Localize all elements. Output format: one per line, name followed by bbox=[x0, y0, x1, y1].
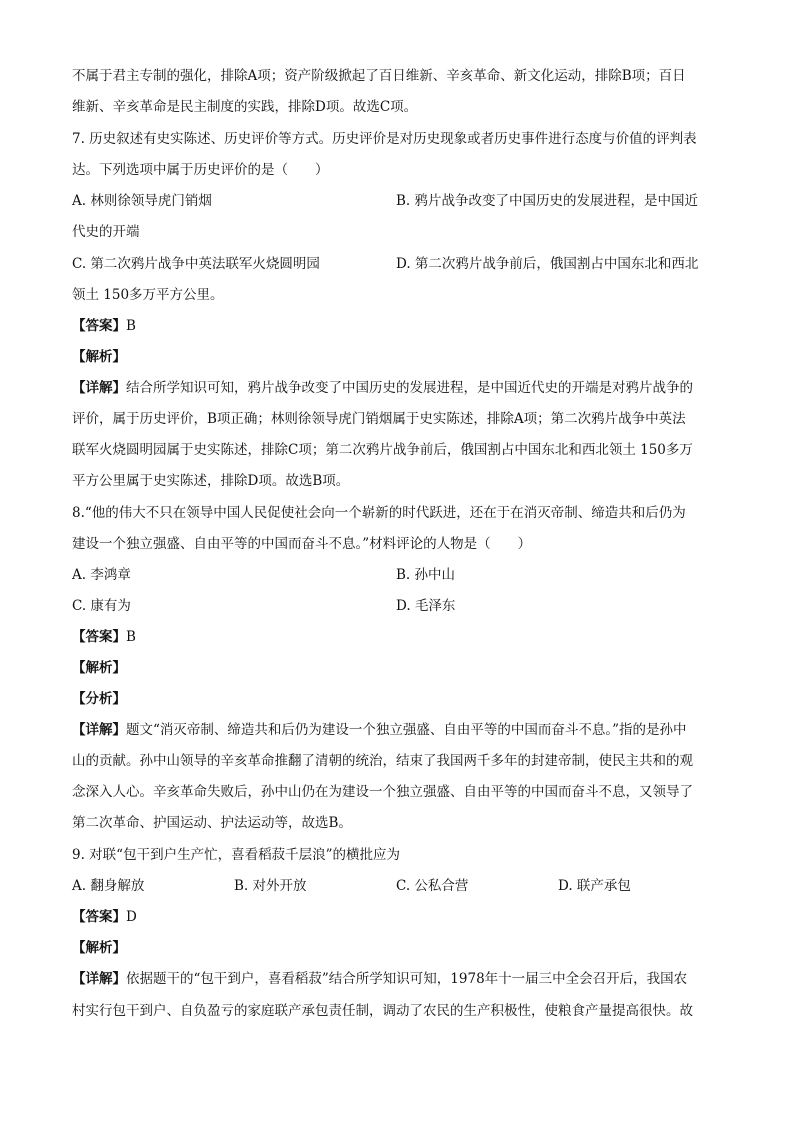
q7-option-b-cont: 代史的开端 bbox=[72, 224, 140, 240]
q9-option-d: D. 联产承包 bbox=[558, 878, 631, 894]
q8-analysis-heading: 【解析】 bbox=[72, 660, 126, 676]
question-8-stem: 8.“他的伟大不只在领导中国人民促使社会向一个崭新的时代跃进，还在于在消灭帝制、缔造共和后仍为 bbox=[72, 505, 686, 521]
q7-option-c: C. 第二次鸦片战争中英法联军火烧圆明园 bbox=[72, 256, 320, 272]
explanation-text: 题文“消灭帝制、缔造共和后仍为建设一个独立强盛、自由平等的中国而奋斗不息。”指的是孙中 bbox=[126, 722, 687, 738]
question-7-stem: 达。下列选项中属于历史评价的是（ ） bbox=[72, 162, 329, 178]
q9-option-c: C. 公私合营 bbox=[396, 878, 469, 894]
q8-analysis-sub: 【分析】 bbox=[72, 691, 126, 707]
q8-option-a: A. 李鸿章 bbox=[72, 567, 131, 583]
detail-tag: 【详解】 bbox=[72, 971, 126, 987]
q8-option-d: D. 毛泽东 bbox=[396, 598, 456, 614]
q7-answer bbox=[72, 316, 724, 336]
q7-option-d-cont: 领土 150多万平方公里。 bbox=[72, 287, 224, 303]
q9-explanation: 村实行包干到户、自负盈亏的家庭联产承包责任制，调动了农民的生产积极性，使粮食产量提高很快。故 bbox=[72, 1003, 693, 1019]
detail-tag: 【详解】 bbox=[72, 380, 126, 396]
answer-tag: 【答案】 bbox=[72, 318, 126, 334]
q7-option-a: A. 林则徐领导虎门销烟 bbox=[72, 193, 212, 209]
text-line: 维新、辛亥革命是民主制度的实践，排除D项。故选C项。 bbox=[72, 99, 418, 115]
q9-answer bbox=[72, 907, 724, 927]
answer-value: B bbox=[126, 629, 136, 645]
q7-explanation: 联军火烧圆明园属于史实陈述，排除C项；第二次鸦片战争前后，俄国割占中国东北和西北领土 150多万 bbox=[72, 442, 693, 458]
q9-option-b: B. 对外开放 bbox=[234, 878, 307, 894]
q8-answer bbox=[72, 627, 724, 647]
q7-explanation: 平方公里属于史实陈述，排除D项。故选B项。 bbox=[72, 473, 350, 489]
question-7-stem: 7. 历史叙述有史实陈述、历史评价等方式。历史评价是对历史现象或者历史事件进行态度与价值的评判表 bbox=[72, 131, 697, 147]
q9-analysis-heading: 【解析】 bbox=[72, 940, 126, 956]
detail-tag: 【详解】 bbox=[72, 722, 126, 738]
q8-option-c: C. 康有为 bbox=[72, 598, 131, 614]
q7-explanation: 评价，属于历史评价，B项正确；林则徐领导虎门销烟属于史实陈述，排除A项；第二次鸦片战争中英法 bbox=[72, 411, 686, 427]
question-8-stem: 建设一个独立强盛、自由平等的中国而奋斗不息。”材料评论的人物是（ ） bbox=[72, 536, 532, 552]
explanation-text: 依据题干的“包干到户，喜看稻菽”结合所学知识可知，1978年十一届三中全会召开后，我国农 bbox=[126, 971, 688, 987]
question-9-stem: 9. 对联“包干到户生产忙，喜看稻菽千层浪”的横批应为 bbox=[72, 847, 400, 863]
q9-option-a: A. 翻身解放 bbox=[72, 878, 145, 894]
q8-explanation: 第二次革命、护国运动、护法运动等，故选B。 bbox=[72, 815, 352, 831]
q7-option-d: D. 第二次鸦片战争前后，俄国割占中国东北和西北 bbox=[396, 256, 699, 272]
q7-option-b: B. 鸦片战争改变了中国历史的发展进程，是中国近 bbox=[396, 193, 699, 209]
answer-value: B bbox=[126, 318, 136, 334]
answer-tag: 【答案】 bbox=[72, 909, 126, 925]
q8-option-b: B. 孙中山 bbox=[396, 567, 456, 583]
q8-explanation: 山的贡献。孙中山领导的辛亥革命推翻了清朝的统治，结束了我国两千多年的封建帝制，使民主共和的观 bbox=[72, 753, 693, 769]
answer-value: D bbox=[126, 909, 137, 925]
q9-explanation bbox=[72, 969, 724, 989]
text-line: 不属于君主专制的强化，排除A项；资产阶级掀起了百日维新、辛亥革命、新文化运动，排除B项；百日 bbox=[72, 68, 686, 84]
q8-explanation bbox=[72, 720, 724, 740]
q7-explanation bbox=[72, 378, 724, 398]
explanation-text: 结合所学知识可知，鸦片战争改变了中国历史的发展进程，是中国近代史的开端是对鸦片战争的 bbox=[126, 380, 693, 396]
answer-tag: 【答案】 bbox=[72, 629, 126, 645]
q8-explanation: 念深入人心。辛亥革命失败后，孙中山仍在为建设一个独立强盛、自由平等的中国而奋斗不息，又领导了 bbox=[72, 784, 693, 800]
q7-analysis-heading: 【解析】 bbox=[72, 349, 126, 365]
